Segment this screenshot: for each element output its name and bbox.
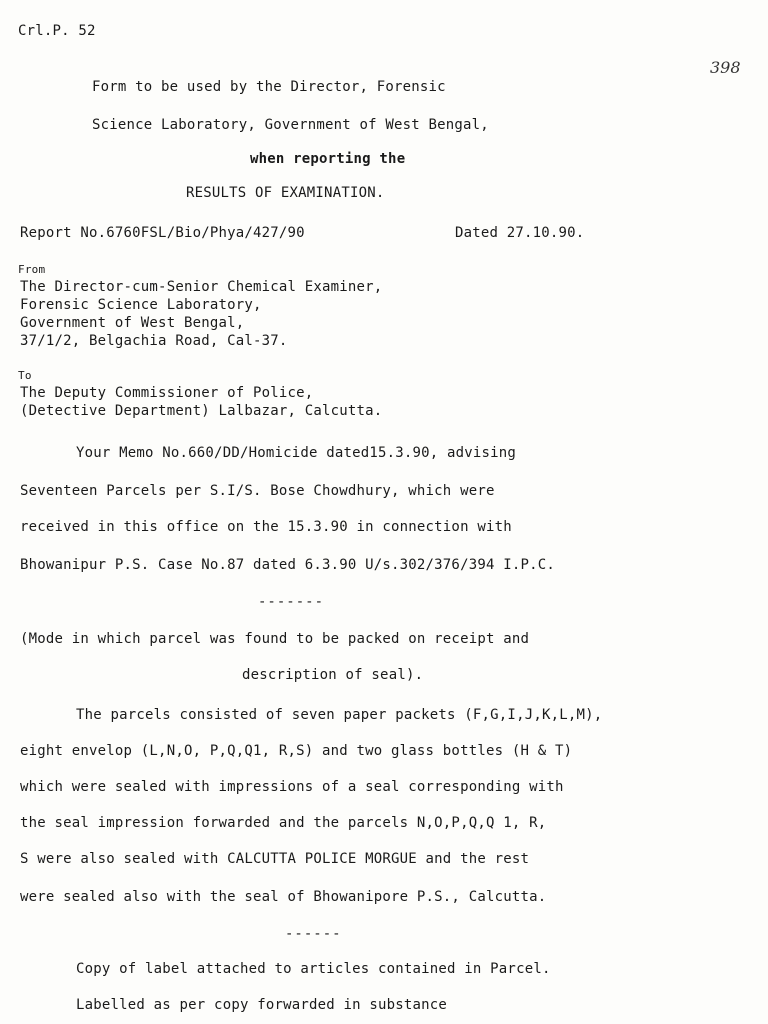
form-title-line-3: when reporting the <box>250 151 406 167</box>
separator-2: ------ <box>285 926 342 942</box>
report-number: Report No.6760FSL/Bio/Phya/427/90 <box>20 225 305 241</box>
from-line-1: The Director-cum-Senior Chemical Examiner, <box>20 279 383 295</box>
mode-line-2: description of seal). <box>242 667 424 683</box>
report-date: Dated 27.10.90. <box>455 225 585 241</box>
memo-line-2: Seventeen Parcels per S.I/S. Bose Chowdhury, which were <box>20 483 495 499</box>
from-line-2: Forensic Science Laboratory, <box>20 297 262 313</box>
form-title-line-1: Form to be used by the Director, Forensic <box>92 79 446 95</box>
parcels-line-3: which were sealed with impressions of a seal corresponding with <box>20 779 564 795</box>
from-line-4: 37/1/2, Belgachia Road, Cal-37. <box>20 333 288 349</box>
mode-line-1: (Mode in which parcel was found to be packed on receipt and <box>20 631 530 647</box>
to-line-1: The Deputy Commissioner of Police, <box>20 385 314 401</box>
from-label: From <box>18 263 46 276</box>
memo-line-1: Your Memo No.660/DD/Homicide dated15.3.90, advising <box>76 445 517 461</box>
label-copy-line-2: Labelled as per copy forwarded in substance <box>76 997 448 1013</box>
memo-line-4: Bhowanipur P.S. Case No.87 dated 6.3.90 U/s.302/376/394 I.P.C. <box>20 557 555 573</box>
parcels-line-6: were sealed also with the seal of Bhowanipore P.S., Calcutta. <box>20 889 547 905</box>
separator-1: ------- <box>258 594 325 610</box>
form-title-line-4: RESULTS OF EXAMINATION. <box>186 185 385 201</box>
memo-line-3: received in this office on the 15.3.90 in connection with <box>20 519 512 535</box>
to-label: To <box>18 369 32 382</box>
parcels-line-1: The parcels consisted of seven paper packets (F,G,I,J,K,L,M), <box>76 707 603 723</box>
from-line-3: Government of West Bengal, <box>20 315 245 331</box>
to-line-2: (Detective Department) Lalbazar, Calcutta. <box>20 403 383 419</box>
parcels-line-5: S were also sealed with CALCUTTA POLICE MORGUE and the rest <box>20 851 530 867</box>
label-copy-line-1: Copy of label attached to articles contained in Parcel. <box>76 961 551 977</box>
form-title-line-2: Science Laboratory, Government of West Bengal, <box>92 117 489 133</box>
form-reference: Crl.P. 52 <box>18 23 96 39</box>
page-number: 398 <box>710 58 741 77</box>
parcels-line-4: the seal impression forwarded and the parcels N,O,P,Q,Q 1, R, <box>20 815 547 831</box>
parcels-line-2: eight envelop (L,N,O, P,Q,Q1, R,S) and two glass bottles (H & T) <box>20 743 573 759</box>
